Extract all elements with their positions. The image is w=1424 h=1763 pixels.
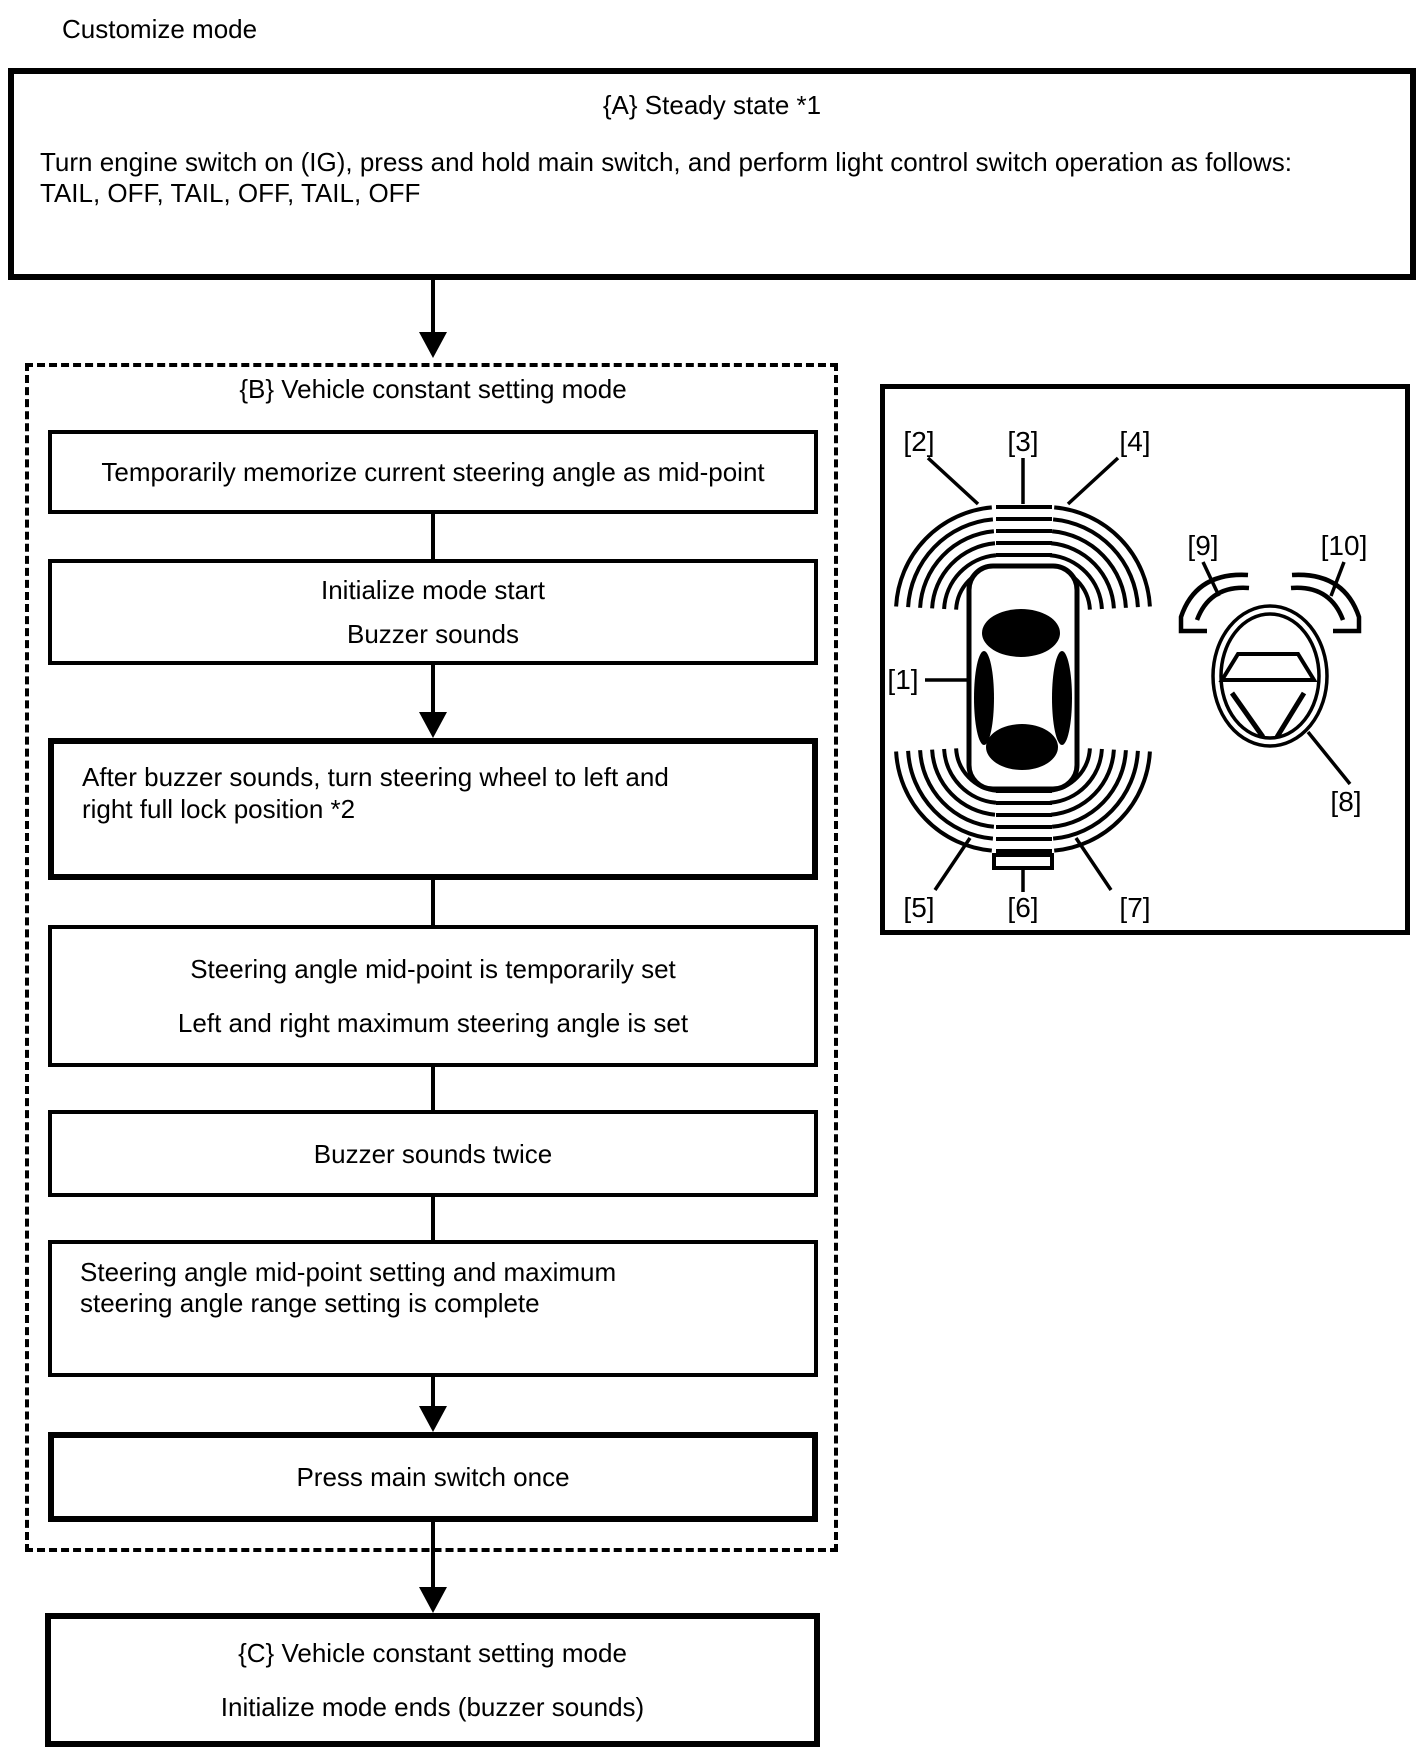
box-c-line: {C} Vehicle constant setting mode: [238, 1638, 627, 1668]
step-text: After buzzer sounds, turn steering wheel to left and: [82, 762, 669, 792]
arrowhead-down-icon: [419, 1406, 447, 1432]
leader-2: [928, 458, 978, 504]
figure-label-2: [2]: [903, 426, 935, 457]
leader-7: [1076, 838, 1111, 890]
body-line: TAIL, OFF, TAIL, OFF, TAIL, OFF: [40, 178, 421, 208]
connector-line: [431, 1377, 435, 1408]
step-text: right full lock position *2: [82, 794, 356, 824]
connector-line: [431, 880, 435, 925]
car-top-view-icon: [969, 566, 1077, 789]
step-text: Temporarily memorize current steering angle as mid-point: [101, 457, 765, 487]
figure-label-9: [9]: [1187, 530, 1219, 561]
step-text: Buzzer sounds: [347, 619, 519, 649]
body-line: Turn engine switch on (IG), press and hold main switch, and perform light control switch operation as follows:: [40, 147, 1292, 177]
group-title: {B} Vehicle constant setting mode: [239, 374, 627, 404]
figure-label-6: [6]: [1007, 892, 1039, 923]
step-text: Steering angle mid-point setting and maximum: [80, 1257, 617, 1287]
figure-label-5: [5]: [903, 892, 935, 923]
turn-right-arrow-icon: [1291, 575, 1359, 631]
connector-line: [431, 280, 435, 334]
step-initialize-mode-start: [48, 559, 818, 665]
figure-label-10: [10]: [1320, 530, 1368, 561]
turn-left-arrow-icon: [1181, 575, 1249, 631]
step-text: steering angle range setting is complete: [80, 1288, 540, 1318]
step-setting-complete: [48, 1240, 818, 1377]
step-text: Press main switch once: [296, 1462, 570, 1492]
figure-label-4: [4]: [1119, 426, 1151, 457]
page-title: Customize mode: [62, 14, 258, 44]
connector-line: [431, 1197, 435, 1240]
arrowhead-down-icon: [419, 712, 447, 738]
step-buzzer-sounds-twice: [48, 1110, 818, 1197]
figure-label-8: [8]: [1330, 786, 1362, 817]
sonar-figure-svg: [880, 384, 1410, 935]
connector-line: [431, 665, 435, 714]
connector-line: [431, 1067, 435, 1110]
step-text: Initialize mode start: [321, 575, 545, 605]
box-steady-state-title: {A} Steady state *1: [602, 90, 822, 120]
rear-center-sensor-bracket: [994, 855, 1052, 868]
sonar-figure-panel: [880, 384, 1410, 935]
leader-4: [1068, 458, 1118, 504]
step-midpoint-temporarily-set: [48, 925, 818, 1067]
box-initialize-mode-ends: [45, 1613, 820, 1747]
step-text: Steering angle mid-point is temporarily set: [190, 954, 676, 984]
step-text: Buzzer sounds twice: [313, 1138, 553, 1169]
step-turn-steering-full-lock: [48, 738, 818, 880]
figure-label-1: [1]: [887, 664, 919, 695]
step-press-main-switch: [48, 1432, 818, 1522]
connector-line: [431, 514, 435, 559]
leader-5: [935, 838, 970, 890]
arrowhead-down-icon: [419, 332, 447, 358]
arrowhead-down-icon: [419, 1587, 447, 1613]
step-text: Left and right maximum steering angle is set: [177, 1008, 689, 1038]
figure-label-3: [3]: [1007, 426, 1039, 457]
leader-8: [1308, 732, 1350, 784]
box-steady-state-body: [40, 147, 1384, 209]
figure-label-7: [7]: [1119, 892, 1151, 923]
steering-wheel-icon: [1213, 606, 1327, 746]
step-memorize-midpoint: [48, 430, 818, 514]
box-steady-state: [8, 68, 1416, 280]
connector-line: [431, 1522, 435, 1589]
box-c-line: Initialize mode ends (buzzer sounds): [220, 1692, 645, 1722]
